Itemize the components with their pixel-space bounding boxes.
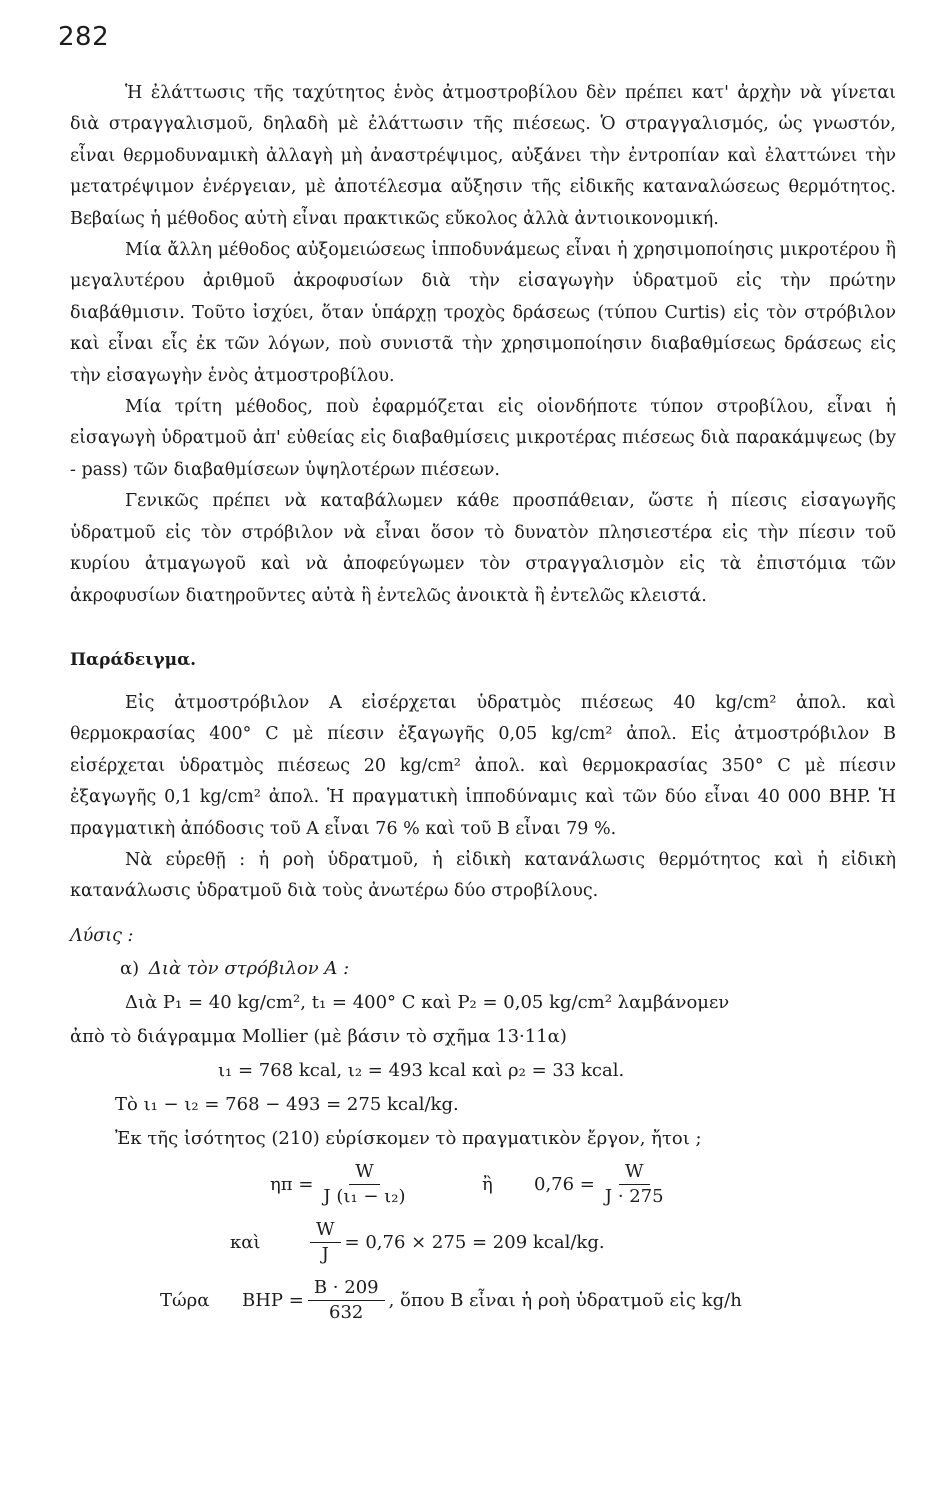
paragraph-general: Γενικῶς πρέπει νὰ καταβάλωμεν κάθε προσπάθειαν, ὥστε ἡ πίεσις εἰσαγωγῆς ὑδρατμοῦ εἰς τὸν στρόβιλον νὰ εἶναι ὅσον τὸ δυνατὸν πλησιεστέρα εἰς τὴν πίεσιν τοῦ κυρίου ἀτμαγωγοῦ καὶ νὰ ἀποφεύγωμεν τὸν στραγγαλισμὸν εἰς τὰ ἐπιστόμια τῶν ἀκροφυσίων διατηροῦντες αὐτὰ ἢ ἐντελῶς ἀνοικτὰ ἢ ἐντελῶς κλειστά. (70, 491, 896, 606)
case-a-prefix: α) (120, 957, 140, 979)
case-a-heading (70, 952, 896, 986)
enthalpy-line: ι₁ = 768 kcal, ι₂ = 493 kcal καὶ ρ₂ = 33 kcal. (218, 1059, 625, 1081)
eta-lhs: ηπ = (270, 1174, 314, 1196)
numeric-numerator: W (619, 1161, 650, 1185)
numeric-fraction (599, 1161, 670, 1208)
page-number: 282 (58, 22, 110, 52)
work-denominator: J (321, 1244, 329, 1266)
equation-work-kai: καὶ (230, 1232, 261, 1254)
efficiency-denominator: J (ι₁ − ι₂) (323, 1186, 406, 1208)
equation-efficiency-right (534, 1156, 674, 1214)
paragraph-nozzles: Μία ἄλλη μέθοδος αὐξομειώσεως ἱπποδυνάμεως εἶναι ἡ χρησιμοποίησις μικροτέρου ἢ μεγαλυτέρου ἀριθμοῦ ἀκροφυσίων διὰ τὴν εἰσαγωγὴν ὑδρατμοῦ εἰς τὴν πρώτην διαβάθμισιν. Τοῦτο ἰσχύει, ὅταν ὑπάρχῃ τροχὸς δράσεως (τύπου Curtis) εἰς τὸν στρόβιλον καὶ εἶναι εἷς ἐκ τῶν λόγων, ποὺ συνιστᾶ τὴν χρησιμοποίησιν διαβαθμίσεως δράσεως εἰς τὴν εἰσαγωγὴν ἑνὸς ἀτμοστροβίλου. (70, 240, 896, 386)
bhp-numerator: B · 209 (308, 1277, 385, 1301)
work-result: = 0,76 × 275 = 209 kcal/kg. (344, 1232, 605, 1254)
equation-bhp (70, 1272, 896, 1330)
efficiency-numerator: W (349, 1161, 380, 1185)
numeric-lhs: 0,76 = (534, 1174, 595, 1196)
bhp-lhs: BHP = (242, 1290, 304, 1312)
bhp-fraction (308, 1277, 385, 1324)
example-statement: Εἰς ἀτμοστρόβιλον A εἰσέρχεται ὑδρατμὸς πιέσεως 40 kg/cm² ἀπολ. καὶ θερμοκρασίας 400° C μὲ πίεσιν ἐξαγωγῆς 0,05 kg/cm² ἀπολ. Εἰς ἀτμοστρόβιλον B εἰσέρχεται ὑδρατμὸς πιέσεως 20 kg/cm² ἀπολ. καὶ θερμοκρασίας 350° C μὲ πίεσιν ἐξαγωγῆς 0,1 kg/cm² ἀπολ. Ἡ πραγματικὴ ἱπποδύναμις καὶ τῶν δύο εἶναι 40 000 BHP. Ἡ πραγματικὴ ἀπόδοσις τοῦ A εἶναι 76 % καὶ τοῦ B εἶναι 79 %. (70, 692, 896, 839)
isotes-line: Ἐκ τῆς ἰσότητος (210) εὑρίσκομεν τὸ πραγματικὸν ἔργον, ἤτοι ; (115, 1127, 702, 1149)
equation-efficiency (70, 1156, 896, 1214)
work-fraction (310, 1219, 341, 1266)
example-heading: Παράδειγμα. (70, 649, 197, 670)
mollier-line: ἀπὸ τὸ διάγραμμα Mollier (μὲ βάσιν τὸ σχῆμα 13·11α) (70, 1025, 567, 1047)
bhp-remark: , ὅπου B εἶναι ἡ ροὴ ὑδρατμοῦ εἰς kg/h (388, 1290, 742, 1312)
page-body (70, 78, 896, 1330)
equation-efficiency-left (270, 1156, 415, 1214)
example-question: Νὰ εὑρεθῇ : ἡ ροὴ ὑδρατμοῦ, ἡ εἰδικὴ κατανάλωσις θερμότητος καὶ ἡ εἰδικὴ κατανάλωσις ὑδρατμοῦ διὰ τοὺς ἀνωτέρω δύο στροβίλους. (70, 849, 896, 902)
paragraph-bypass: Μία τρίτη μέθοδος, ποὺ ἐφαρμόζεται εἰς οἱονδήποτε τύπον στροβίλου, εἶναι ἡ εἰσαγωγὴ ὑδρατμοῦ ἀπ' εὐθείας εἰς διαβαθμίσεις μικροτέρας πιέσεως διὰ παρακάμψεως (by - pass) τῶν διαβαθμίσεων ὑψηλοτέρων πιέσεων. (70, 397, 896, 480)
equation-bhp-tora: Τώρα (160, 1290, 210, 1312)
equation-work-body (306, 1214, 605, 1272)
equation-work (70, 1214, 896, 1272)
given-data-line: Διὰ P₁ = 40 kg/cm², t₁ = 400° C καὶ P₂ = 0,05 kg/cm² λαμβάνομεν (125, 991, 730, 1013)
paragraph-throttling: Ἡ ἐλάττωσις τῆς ταχύτητος ἑνὸς ἀτμοστροβίλου δὲν πρέπει κατ' ἀρχὴν νὰ γίνεται διὰ στραγγαλισμοῦ, δηλαδὴ μὲ ἐλάττωσιν τῆς πιέσεως. Ὁ στραγγαλισμός, ὡς γνωστόν, εἶναι θερμοδυναμικὴ ἀλλαγὴ μὴ ἀναστρέψιμος, αὐξάνει τὴν ἐντροπίαν καὶ ἐλαττώνει τὴν μετατρέψιμον ἐνέργειαν, μὲ ἀποτέλεσμα αὔξησιν τῆς εἰδικῆς καταναλώσεως θερμότητος. Βεβαίως ἡ μέθοδος αὐτὴ εἶναι πρακτικῶς εὔκολος ἀλλὰ ἀντιοικονομική. (70, 83, 896, 229)
equation-or: ἢ (482, 1174, 493, 1196)
difference-line: Τὸ ι₁ − ι₂ = 768 − 493 = 275 kcal/kg. (115, 1093, 459, 1115)
equation-bhp-body (242, 1272, 742, 1330)
numeric-denominator: J · 275 (604, 1186, 664, 1208)
case-a-title: Διὰ τὸν στρόβιλον A : (148, 957, 350, 979)
bhp-denominator: 632 (329, 1302, 364, 1324)
efficiency-fraction (317, 1161, 411, 1208)
work-numerator: W (310, 1219, 341, 1243)
solution-label: Λύσις : (70, 925, 134, 946)
